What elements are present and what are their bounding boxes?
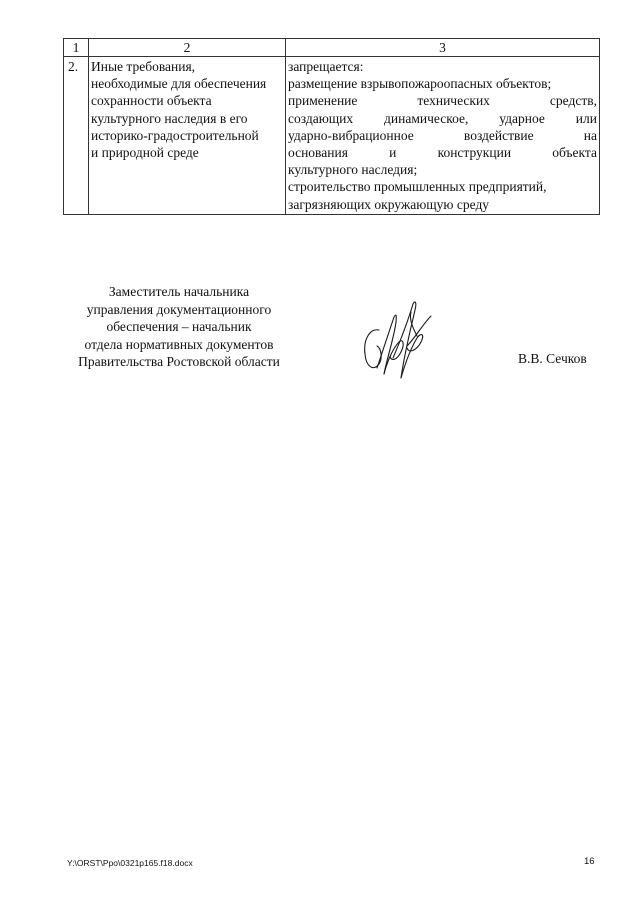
provision-line bbox=[288, 92, 597, 109]
table-header-row bbox=[64, 39, 600, 57]
word: создающих bbox=[288, 110, 354, 126]
file-path: Y:\ORST\Ppo\0321p165.f18.docx bbox=[67, 858, 193, 868]
signer-name: В.В. Сечков bbox=[518, 351, 587, 366]
signer-title bbox=[63, 283, 295, 371]
header-cell-3: 3 bbox=[286, 39, 600, 57]
word: применение bbox=[288, 93, 358, 109]
provision-line: запрещается: bbox=[288, 59, 364, 74]
provision-line bbox=[288, 127, 597, 144]
word: ударное bbox=[499, 110, 545, 126]
word: ударно-вибрационное bbox=[288, 127, 414, 143]
requirements-table bbox=[63, 38, 600, 215]
requirement-line: сохранности объекта bbox=[91, 93, 212, 109]
provision-line: культурного наследия; bbox=[288, 162, 418, 178]
table-row bbox=[64, 57, 600, 215]
requirement-line: историко-градостроительной bbox=[91, 127, 259, 143]
provision-line bbox=[288, 144, 597, 161]
header-cell-2: 2 bbox=[89, 39, 286, 57]
signer-title-line: обеспечения – начальник bbox=[106, 319, 252, 334]
provision-line bbox=[288, 110, 597, 127]
word: объекта bbox=[552, 145, 597, 161]
word: воздействие bbox=[463, 127, 534, 143]
word: и bbox=[389, 145, 397, 161]
word: на bbox=[583, 127, 597, 143]
requirement-line: Иные требования, bbox=[91, 59, 196, 74]
signer-title-line: управления документационного bbox=[86, 301, 272, 317]
word: основания bbox=[288, 145, 348, 161]
provision-line: строительство промышленных предприятий, bbox=[288, 179, 547, 195]
provision-line: загрязняющих окружающую среду bbox=[288, 196, 490, 212]
row-number: 2. bbox=[64, 57, 89, 215]
signer-title-line: Правительства Ростовской области bbox=[78, 354, 280, 369]
word: динамическое, bbox=[384, 110, 469, 126]
word: или bbox=[575, 110, 597, 126]
requirement-line: необходимые для обеспечения bbox=[91, 76, 267, 92]
provision-line: размещение взрывопожароопасных объектов; bbox=[288, 76, 552, 92]
word: средств, bbox=[549, 93, 597, 109]
handwritten-signature bbox=[357, 298, 437, 384]
page-number: 16 bbox=[584, 856, 595, 867]
header-cell-1: 1 bbox=[64, 39, 89, 57]
signer-title-line: Заместитель начальника bbox=[108, 284, 250, 299]
requirement-line: культурного наследия в его bbox=[91, 110, 248, 126]
requirement-cell bbox=[89, 57, 286, 215]
word: конструкции bbox=[437, 145, 512, 161]
provision-cell bbox=[286, 57, 600, 215]
word: технических bbox=[417, 93, 490, 109]
signer-title-line: отдела нормативных документов bbox=[84, 336, 274, 352]
requirement-line: и природной среде bbox=[91, 145, 199, 161]
